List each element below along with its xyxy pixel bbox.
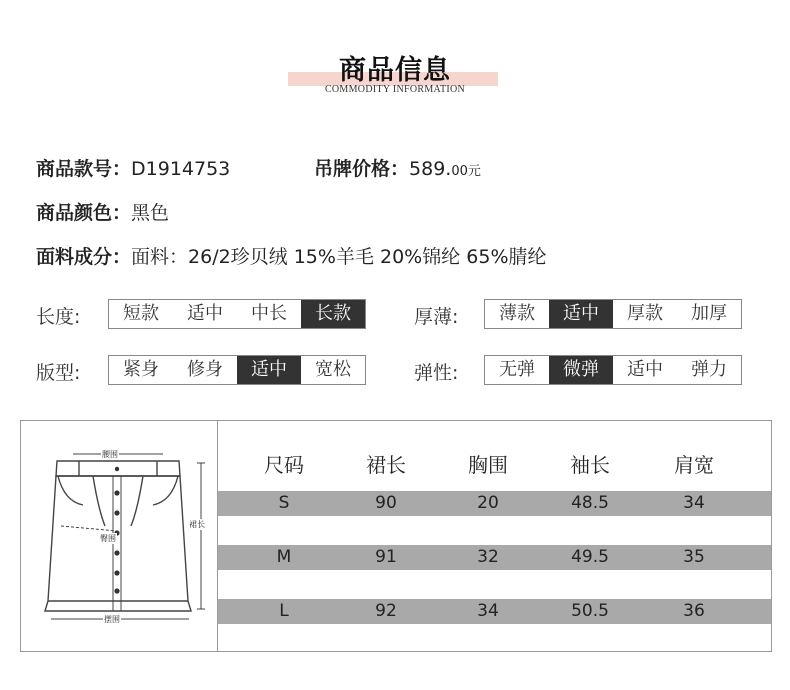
- cell-skirt-length: 90: [375, 493, 397, 513]
- fabric-value: 面料：26/2珍贝绒 15%羊毛 20%锦纶 65%腈纶: [131, 246, 547, 268]
- elasticity-options: [484, 355, 742, 385]
- fit-option-loose: 宽松: [315, 359, 351, 380]
- elasticity-option-none: 无弹: [499, 359, 535, 380]
- fit-option-slim: 修身: [187, 359, 223, 380]
- fabric-label: 面料成分：: [36, 246, 132, 268]
- header-sleeve: 袖长: [570, 453, 610, 477]
- cell-sleeve: 48.5: [571, 493, 609, 513]
- length-option-long: 长款: [301, 300, 365, 328]
- elasticity-option-stretch: 弹力: [691, 359, 727, 380]
- fit-label: 版型:: [36, 362, 81, 384]
- price-value: 589.: [409, 158, 452, 180]
- cell-sleeve: 49.5: [571, 547, 609, 567]
- header-chest: 胸围: [468, 453, 508, 477]
- fit-options: [108, 355, 366, 385]
- color-value: 黑色: [131, 202, 170, 224]
- thickness-option-medium: 适中: [549, 300, 613, 328]
- cell-chest: 34: [477, 601, 499, 621]
- size-table: [218, 421, 771, 651]
- header-shoulder: 肩宽: [674, 453, 714, 477]
- header-skirt-length: 裙长: [366, 453, 406, 477]
- page-title: 商品信息: [339, 55, 451, 86]
- cell-shoulder: 35: [683, 547, 705, 567]
- waist-label: 腰围: [102, 450, 118, 459]
- length-option-midlong: 中长: [251, 303, 287, 324]
- page-subtitle: COMMODITY INFORMATION: [324, 84, 466, 95]
- elasticity-option-slight: 微弹: [549, 356, 613, 384]
- cell-sleeve: 50.5: [571, 601, 609, 621]
- cell-size: S: [278, 493, 290, 513]
- table-row: [218, 599, 771, 624]
- thickness-option-thick: 厚款: [627, 303, 663, 324]
- price-row: [314, 154, 481, 181]
- thickness-label: 厚薄:: [414, 306, 459, 328]
- length-options: [108, 299, 366, 329]
- price-label: 吊牌价格：: [314, 158, 410, 180]
- style-number-label: 商品款号：: [36, 158, 132, 180]
- length-measure-label: 裙长: [189, 520, 205, 529]
- cell-chest: 20: [477, 493, 499, 513]
- color-label: 商品颜色：: [36, 202, 132, 224]
- cell-skirt-length: 91: [375, 547, 397, 567]
- cell-shoulder: 36: [683, 601, 705, 621]
- skirt-diagram: [21, 421, 218, 651]
- hip-label: 臀围: [100, 534, 116, 543]
- cell-shoulder: 34: [683, 493, 705, 513]
- length-label: 长度:: [36, 306, 81, 328]
- cell-size: M: [276, 547, 292, 567]
- section-header: [0, 40, 790, 100]
- fit-option-tight: 紧身: [123, 359, 159, 380]
- elasticity-option-medium: 适中: [627, 359, 663, 380]
- price-value-decimal: 00元: [451, 164, 481, 179]
- cell-chest: 32: [477, 547, 499, 567]
- style-number-value: D1914753: [131, 158, 231, 180]
- table-row: [218, 545, 771, 570]
- fabric-row: [36, 242, 547, 269]
- table-row: [218, 491, 771, 516]
- length-option-medium: 适中: [187, 303, 223, 324]
- cell-skirt-length: 92: [375, 601, 397, 621]
- thickness-option-thin: 薄款: [499, 303, 535, 324]
- size-chart-panel: [20, 420, 772, 652]
- style-number-row: [36, 154, 230, 181]
- cell-size: L: [279, 601, 289, 621]
- thickness-options: [484, 299, 742, 329]
- fit-option-regular: 适中: [237, 356, 301, 384]
- hem-label: 摆围: [104, 615, 120, 624]
- color-row: [36, 198, 169, 225]
- elasticity-label: 弹性:: [414, 362, 459, 384]
- thickness-option-extra-thick: 加厚: [691, 303, 727, 324]
- header-size: 尺码: [264, 453, 304, 477]
- length-option-short: 短款: [123, 303, 159, 324]
